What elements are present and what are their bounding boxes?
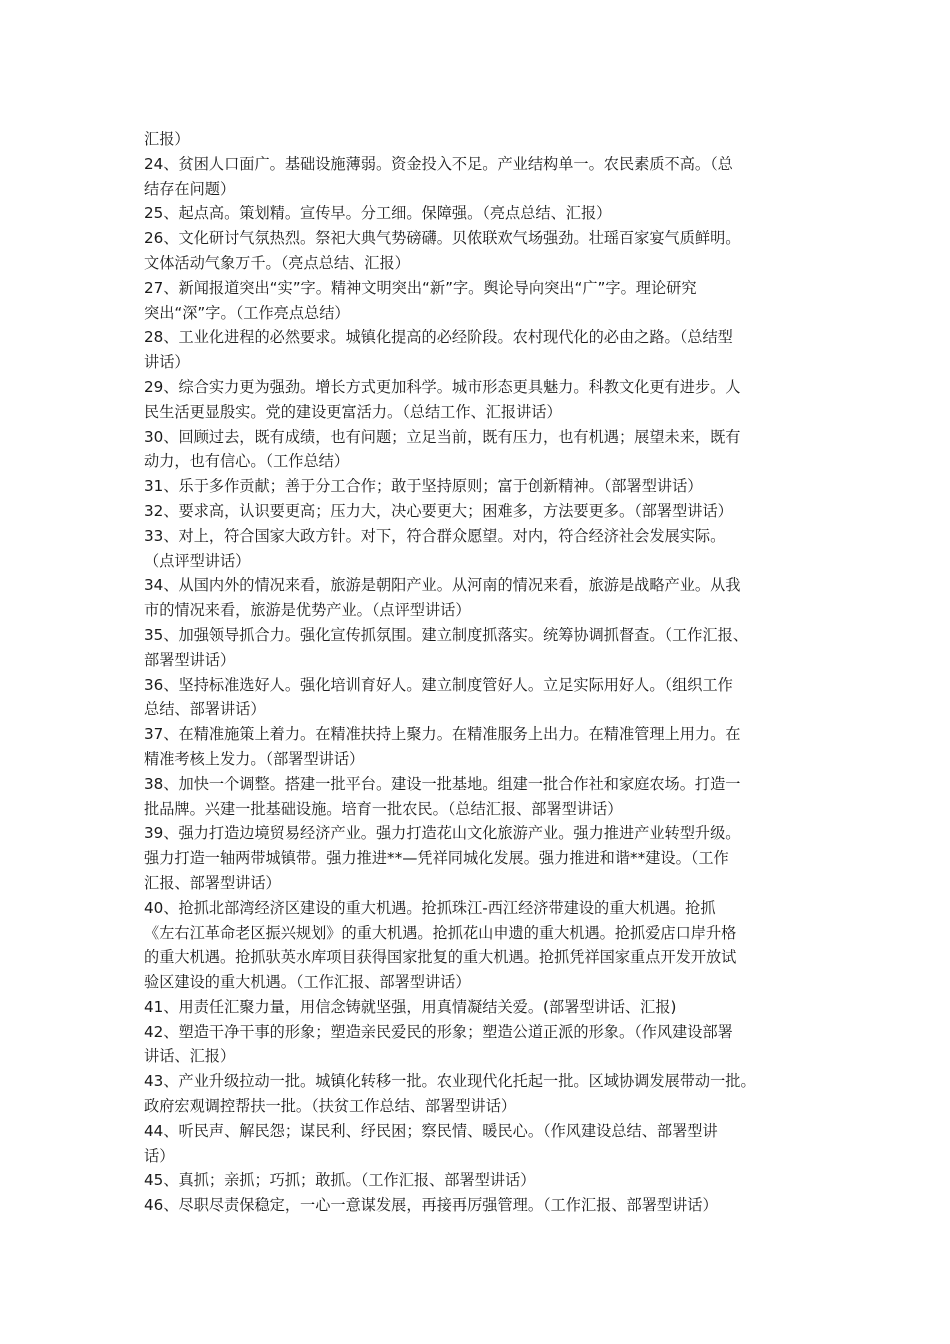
text-line: 44、听民声、解民怨；谋民利、纾民困；察民情、暖民心。（作风建设总结、部署型讲 <box>144 1121 718 1140</box>
text-line: 汇报、部署型讲话） <box>144 873 281 892</box>
text-line: 话） <box>144 1146 175 1165</box>
text-line: 突出“深”字。（工作亮点总结） <box>144 303 350 322</box>
text-line: （点评型讲话） <box>144 551 251 570</box>
text-line: 动力，也有信心。（工作总结） <box>144 452 350 471</box>
text-line: 42、塑造干净干事的形象；塑造亲民爱民的形象；塑造公道正派的形象。（作风建设部署 <box>144 1022 733 1041</box>
document-body <box>144 127 824 1218</box>
text-line: 45、真抓；亲抓；巧抓；敢抓。（工作汇报、部署型讲话） <box>144 1171 536 1190</box>
text-line: 文体活动气象万千。（亮点总结、汇报） <box>144 253 410 272</box>
text-line: 29、综合实力更为强劲。增长方式更加科学。城市形态更具魅力。科教文化更有进步。人 <box>144 377 741 396</box>
text-line: 32、要求高，认识要更高；压力大，决心要更大；困难多，方法要更多。（部署型讲话） <box>144 501 733 520</box>
text-line: 结存在问题） <box>144 179 236 198</box>
text-line: 强力打造一轴两带城镇带。强力推进**—凭祥同城化发展。强力推进和谐**建设。（工作 <box>144 849 729 868</box>
text-line: 讲话、汇报） <box>144 1047 236 1066</box>
text-line: 部署型讲话） <box>144 650 236 669</box>
text-line: 总结、部署讲话） <box>144 700 266 719</box>
text-line: 政府宏观调控帮扶一批。（扶贫工作总结、部署型讲话） <box>144 1097 517 1116</box>
text-line: 38、加快一个调整。搭建一批平台。建设一批基地。组建一批合作社和家庭农场。打造一 <box>144 774 741 793</box>
text-line: 27、新闻报道突出“实”字。精神文明突出“新”字。舆论导向突出“广”字。理论研究 <box>144 278 697 297</box>
text-line: 30、回顾过去，既有成绩，也有问题；立足当前，既有压力，也有机遇；展望未来，既有 <box>144 427 741 446</box>
text-line: 精准考核上发力。（部署型讲话） <box>144 749 365 768</box>
text-line: 37、在精准施策上着力。在精准扶持上聚力。在精准服务上出力。在精准管理上用力。在 <box>144 725 741 744</box>
text-line: 《左右江革命老区振兴规划》的重大机遇。抢抓花山申遗的重大机遇。抢抓爱店口岸升格 <box>144 923 737 942</box>
text-line: 24、贫困人口面广。基础设施薄弱。资金投入不足。产业结构单一。农民素质不高。（总 <box>144 154 733 173</box>
text-line: 26、文化研讨气氛热烈。祭祀大典气势磅礴。贝侬联欢气场强劲。壮瑶百家宴气质鲜明。 <box>144 229 741 248</box>
text-line: 40、抢抓北部湾经济区建设的重大机遇。抢抓珠江-西江经济带建设的重大机遇。抢抓 <box>144 898 716 917</box>
text-line: 民生活更显殷实。党的建设更富活力。（总结工作、汇报讲话） <box>144 402 562 421</box>
text-line: 讲话） <box>144 353 190 372</box>
text-line: 的重大机遇。抢抓驮英水库项目获得国家批复的重大机遇。抢抓凭祥国家重点开发开放试 <box>144 948 737 967</box>
text-line: 39、强力打造边境贸易经济产业。强力打造花山文化旅游产业。强力推进产业转型升级。 <box>144 824 741 843</box>
text-line: 41、用责任汇聚力量，用信念铸就坚强，用真情凝结关爱。(部署型讲话、汇报) <box>144 997 677 1016</box>
text-line: 46、尽职尽责保稳定，一心一意谋发展，再接再厉强管理。（工作汇报、部署型讲话） <box>144 1196 718 1215</box>
text-line: 35、加强领导抓合力。强化宣传抓氛围。建立制度抓落实。统筹协调抓督查。（工作汇报、 <box>144 625 749 644</box>
text-line: 汇报） <box>144 130 190 148</box>
text-line: 36、坚持标准选好人。强化培训育好人。建立制度管好人。立足实际用好人。（组织工作 <box>144 675 733 694</box>
text-line: 市的情况来看，旅游是优势产业。（点评型讲话） <box>144 601 471 620</box>
text-line: 31、乐于多作贡献；善于分工合作；敢于坚持原则；富于创新精神。（部署型讲话） <box>144 477 703 496</box>
text-line: 25、起点高。策划精。宣传早。分工细。保障强。（亮点总结、汇报） <box>144 204 612 223</box>
text-line: 28、工业化进程的必然要求。城镇化提高的必经阶段。农村现代化的必由之路。（总结型 <box>144 328 733 347</box>
text-line: 43、产业升级拉动一批。城镇化转移一批。农业现代化托起一批。区域协调发展带动一批。 <box>144 1072 756 1091</box>
text-line: 33、对上，符合国家大政方针。对下，符合群众愿望。对内，符合经济社会发展实际。 <box>144 526 726 545</box>
text-line: 34、从国内外的情况来看，旅游是朝阳产业。从河南的情况来看，旅游是战略产业。从我 <box>144 576 741 595</box>
text-line: 验区建设的重大机遇。（工作汇报、部署型讲话） <box>144 973 471 992</box>
text-line: 批品牌。兴建一批基础设施。培育一批农民。（总结汇报、部署型讲话） <box>144 799 623 818</box>
